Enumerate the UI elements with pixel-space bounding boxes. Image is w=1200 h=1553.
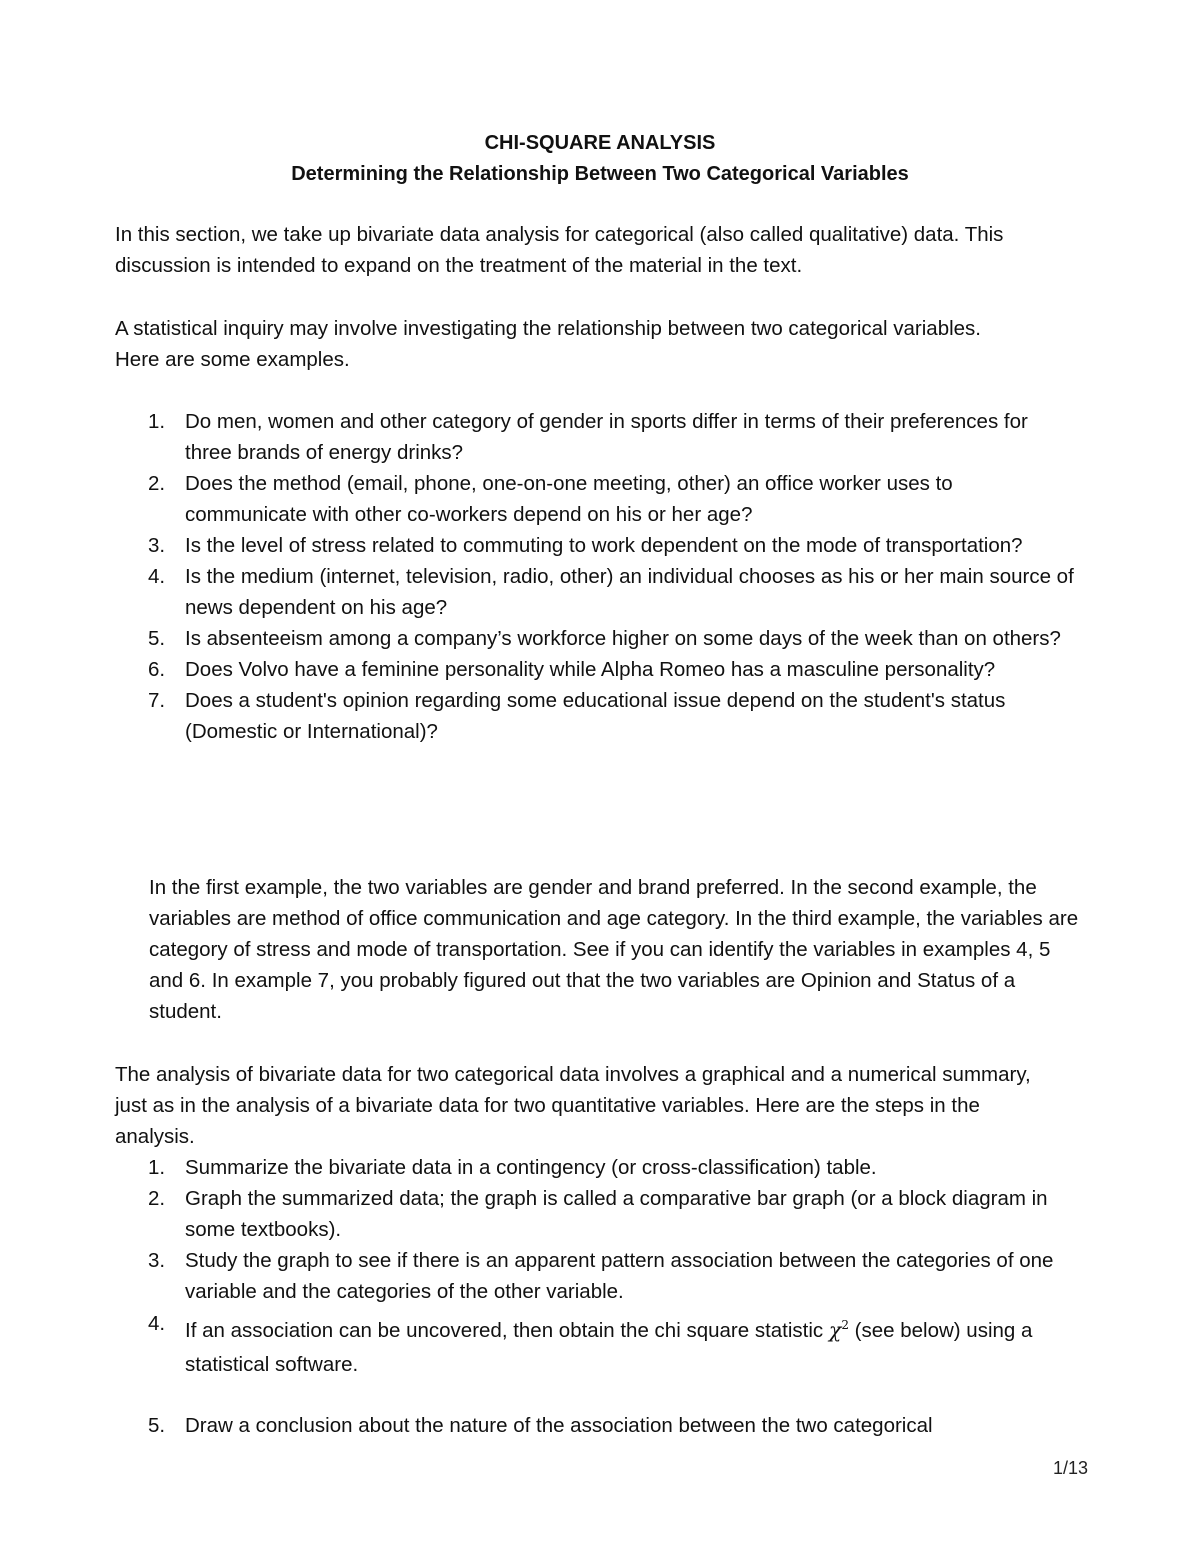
list-item: 5. Draw a conclusion about the nature of the association between the two categorical — [148, 1413, 933, 1437]
list-item: 4. Is the medium (internet, television, radio, other) an individual chooses as his or her main source of news dependent on his age? — [148, 565, 1074, 619]
intro-paragraph-1: In this section, we take up bivariate data analysis for categorical (also called qualitative) data. This discussion is intended to expand on the treatment of the material in the text. — [115, 223, 1004, 277]
list-item: 3. Is the level of stress related to commuting to work dependent on the mode of transportation? — [148, 534, 1023, 557]
chi-square-symbol: $\chi^2$ — [828, 1317, 849, 1342]
page-number: 1/13 — [1052, 1458, 1088, 1478]
explanation-paragraph: In the first example, the two variables are gender and brand preferred. In the second example, the variables are method of office communication and age category. In the third example, the variables are category of stress and mode of transportation. See if you can identify the variables in examples 4, 5 and 6. In example 7, you probably figured out that the two variables are Opinion and Status of a student. — [149, 876, 1079, 1023]
intro-paragraph-2: A statistical inquiry may involve investigating the relationship between two categorical variables. Here are some examples. — [115, 317, 982, 371]
examples-list — [148, 406, 1078, 747]
list-item: 4. If an association can be uncovered, then obtain the chi square statistic $\chi^2$ (see below) using a statistical software. — [148, 1312, 1033, 1376]
list-item: 6. Does Volvo have a feminine personality while Alpha Romeo has a masculine personality? — [148, 658, 996, 681]
list-item: 7. Does a student's opinion regarding some educational issue depend on the student's status (Domestic or International)? — [148, 689, 1006, 743]
page-title: CHI-SQUARE ANALYSIS — [484, 132, 716, 154]
list-item: 3. Study the graph to see if there is an apparent pattern association between the categories of one variable and the categories of the other variable. — [148, 1249, 1054, 1303]
list-item: 1. Do men, women and other category of gender in sports differ in terms of their preferences for three brands of energy drinks? — [148, 410, 1028, 464]
list-item: 2. Graph the summarized data; the graph is called a comparative bar graph (or a block diagram in some textbooks). — [148, 1187, 1048, 1241]
list-item: 2. Does the method (email, phone, one-on-one meeting, other) an office worker uses to communicate with other co-workers depend on his or her age? — [148, 472, 953, 526]
analysis-intro-paragraph: The analysis of bivariate data for two categorical data involves a graphical and a numerical summary, just as in the analysis of a bivariate data for two quantitative variables. Here are the steps in the analysis. — [115, 1063, 1031, 1148]
list-item: 5. Is absenteeism among a company’s workforce higher on some days of the week than on others? — [148, 627, 1061, 650]
steps-list — [148, 1152, 1083, 1441]
page-subtitle: Determining the Relationship Between Two Categorical Variables — [291, 163, 909, 185]
list-item: 1. Summarize the bivariate data in a contingency (or cross-classification) table. — [148, 1156, 877, 1179]
